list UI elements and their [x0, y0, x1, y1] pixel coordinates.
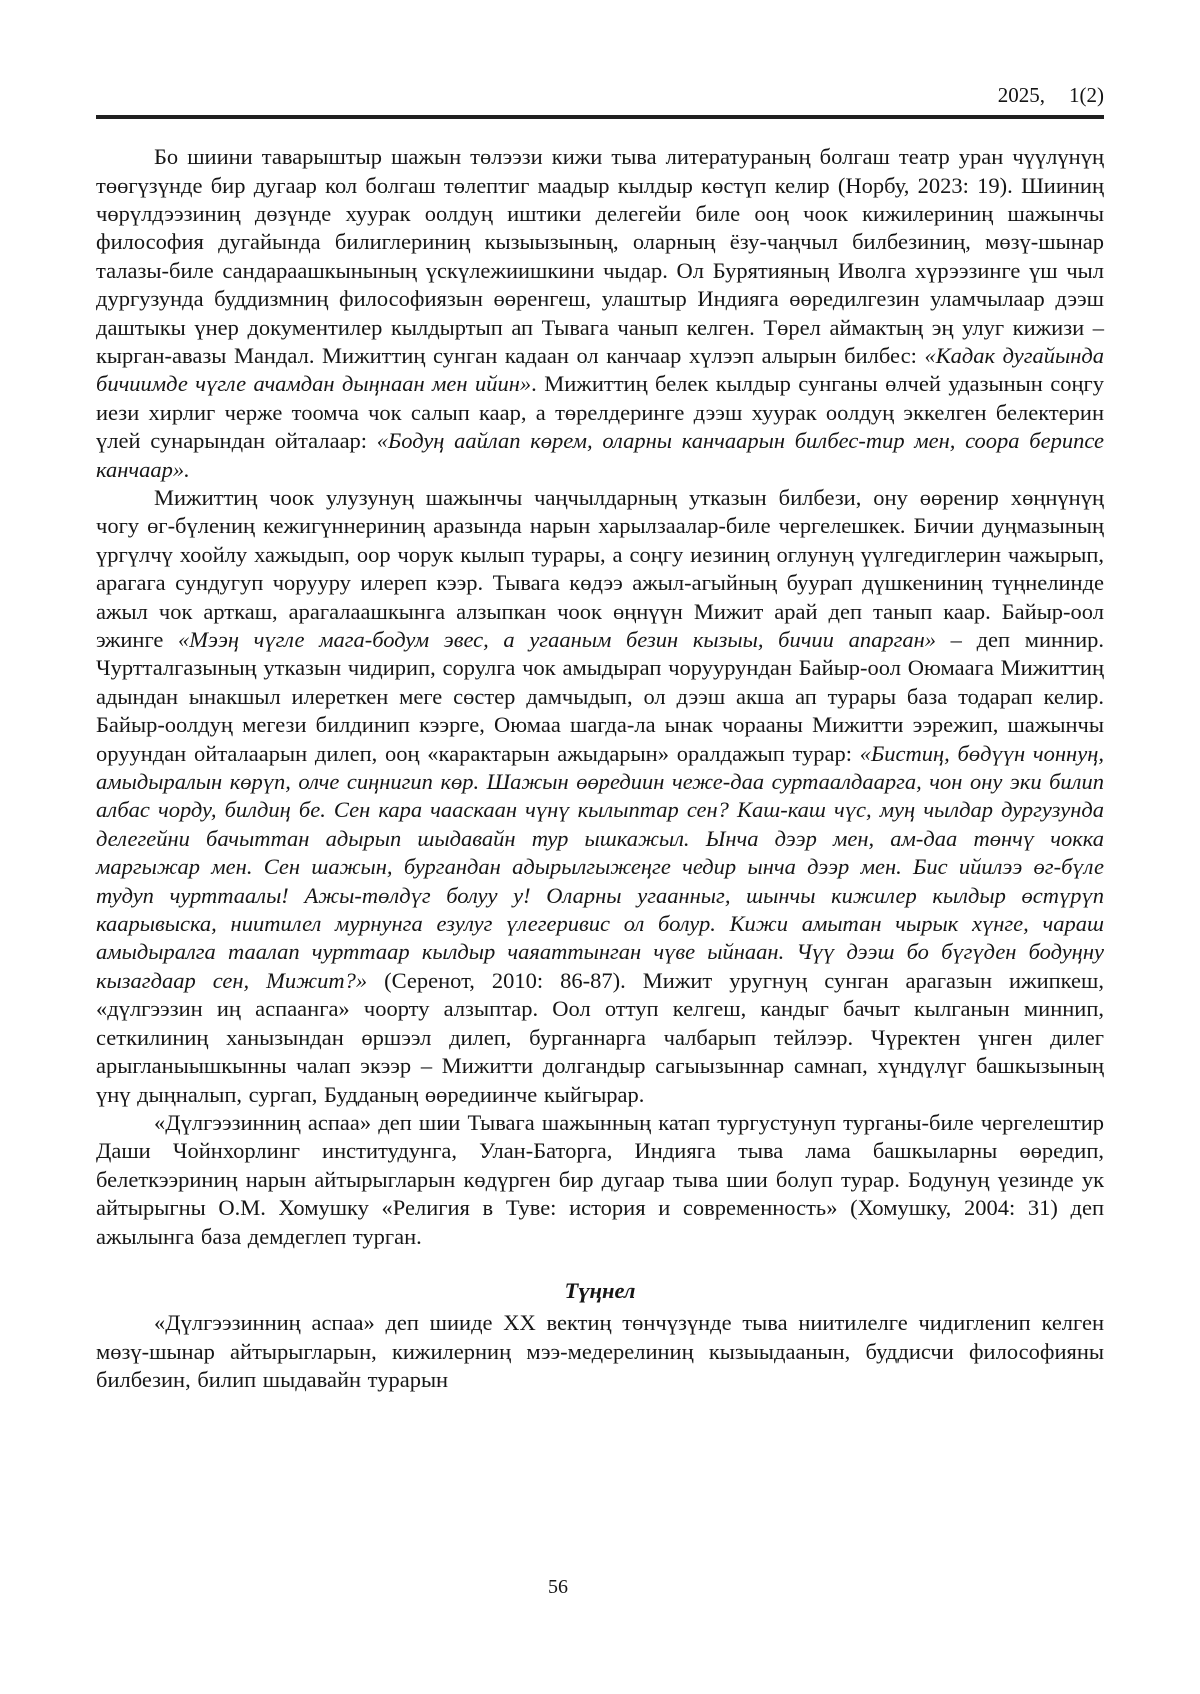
text-run: «Дүлгээзинниң аспаа» деп шииде ХХ вектиң төнчүзүнде тыва ниитилелге чидигленип келген мөзү-шынар айтырыгларын, кижилерниң мээ-медерелиниң кызыыдаанын, буддисчи философияны билбезин, билип шыдавайн турарын	[96, 1310, 1104, 1393]
text-run: Бо шиини таварыштыр шажын төлээзи кижи тыва литератураның болгаш театр уран чүүлүнүң төөгүзүнде бир дугаар кол болгаш төлептиг маадыр кылдыр көстүп келир (Норбу, 2023: 19). Шииниң чөрүлдээзиниң дөзүнде хуурак оолдуң иштики делегейи биле ооң чоок кижилериниң шажынчы философия дугайында билиглериниң кызыызының, оларның ёзу-чаңчыл билбезиниң, мөзү-шынар талазы-биле сандараашкынының үскүлежиишкини чыдар. Ол Бурятияның Иволга хүрээзинге үш чыл дургузунда буддизмниң философиязын өөренгеш, улаштыр Индияга өөредилгезин уламчылаар дээш даштыкы үнер документилер кылдыртып ап Тывага чанып келген. Төрел аймактың эң улуг кижизи – кырган-авазы Мандал. Мижиттиң сунган кадаан ол канчаар хүлээп алырын билбес:	[96, 144, 1104, 368]
text-run: «Дүлгээзинниң аспаа» деп шии Тывага шажынның катап тургустунуп турганы-биле чергелештир Даши Чойнхорлинг институдунга, Улан-Баторга, Индияга тыва лама башкыларны өөредип, белеткээриниң нарын айтырыгларын көдүрген бир дугаар тыва шии болуп турар. Бодунуң үезинде ук айтырыгны О.М. Хомушку «Религия в Туве: история и современность» (Хомушку, 2004: 31) деп ажылынга база демдеглеп турган.	[96, 1109, 1104, 1249]
section-heading: Түңнел	[564, 1277, 636, 1303]
quote-text: «Бистиң, бөдүүн чоннуң, амыдыралын көрүп, олче сиңнигип көр. Шажын өөредиин чеже-даа суртаалдаарга, чон ону эки билип албас чорду, билдиң бе. Сен кара чааскаан чүнү кылыптар сен? Каш-каш чүс, муң чылдар дургузунда делегейни бачыттан адырып шыдавайн тур ышкажыл. Ынча дээр мен, ам-даа төнчү чокка маргыжар мен. Сен шажын, бургандан адырылгыжеңге чедир ынча дээр мен. Бис ийилээ өг-бүле тудуп чурттаалы! Ажы-төлдүг болуу у! Оларны угаанныг, шынчы кижилер кылдыр өстүрүп каарывыска, ниитилел мурнунга езулуг үлегеривис ол болур. Кижи амытан чырык хүнге, чараш амыдыралга таалап чурттаар кылдыр чаяаттынган чүве ыйнаан. Чүү дээш бо бүгүден бодуңну кызагдаар сен, Мижит?»	[96, 740, 1104, 993]
header-rule	[96, 115, 1104, 119]
header-year: 2025,	[997, 83, 1045, 107]
paragraph-4	[96, 1309, 1104, 1394]
quote-text: «Кадак дугайында бичиимде чүгле ачамдан дыңнаан мен ийин»	[96, 342, 1105, 397]
header-issue: 1(2)	[1069, 83, 1104, 107]
page-number: 56	[548, 1576, 568, 1598]
quote-text: «Бодуң аайлап көрем, оларны канчаарын билбес-тир мен, соора берипсе канчаар».	[96, 428, 1104, 482]
paragraph-2	[96, 484, 1104, 1109]
text-run: (Серенот, 2010: 86-87). Мижит уругнуң сунган арагазын ижипкеш, «дүлгээзин иң аспаанга» чоорту алзыптар. Оол оттуп келгеш, кандыг бачыт кылганын миннип, сеткилиниң ханызындан өршээл дилеп, бурганнарга чалбарып тейлээр. Чүректен үнген дилег арыгланыышкынны чалап экээр – Мижитти долгандыр сагыызыннар самнап, хүндүлүг башкызының үнү дыңналып, сургап, Будданың өөредиинче кыйгырар.	[96, 967, 1104, 1107]
paragraph-1	[96, 143, 1104, 484]
text-run: . Мижиттиң белек кылдыр сунганы өлчей удазынын соңгу иези хирлиг черже тоомча чок салып каар, а төрелдеринге дээш хуурак оолдуң эккелген белектерин үлей сунарындан ойталаар:	[96, 371, 1104, 454]
quote-text: «Мээң чүгле мага-бодум эвес, а угааным безин кызыы, бичии апарган»	[178, 627, 937, 652]
paragraph-3	[96, 1109, 1104, 1251]
article-body	[96, 143, 1104, 1394]
text-run: Мижиттиң чоок улузунуң шажынчы чаңчылдарның утказын билбези, ону өөренир хөңнүнүң чогу өг-бүлениң кежигүннериниң аразында нарын харылзаалар-биле чергелешкек. Бичии дуңмазының үргүлчү хоойлу хажыдып, оор чорук кылып турары, а соңгу иезиниң оглунуң үүлгедиглерин чажырып, арагага сундугуп чорууру илереп кээр. Тывага көдээ ажыл-агыйның буурап дүшкениниң түңнелинде ажыл чок арткаш, арагалаашкынга алзыпкан чоок өңнүүн Мижит арай деп танып каар. Байыр-оол эжинге	[96, 484, 1104, 652]
journal-header	[96, 84, 1104, 115]
text-run: – деп миннир. Чуртталгазының утказын чидирип, сорулга чок амыдырап чоруурундан Байыр-оол Оюмаага Мижиттиң адындан ынакшыл илереткен меге сөстер дамчыдып, ол дээш акша ап турары база тодарап келир. Байыр-оолдуң мегези билдинип кээрге, Оюмаа шагда-ла ынак чорааны Мижитти ээрежип, шажынчы оруундан ойталаарын дилеп, ооң «карактарын ажыдарын» оралдажып турар:	[96, 627, 1104, 766]
